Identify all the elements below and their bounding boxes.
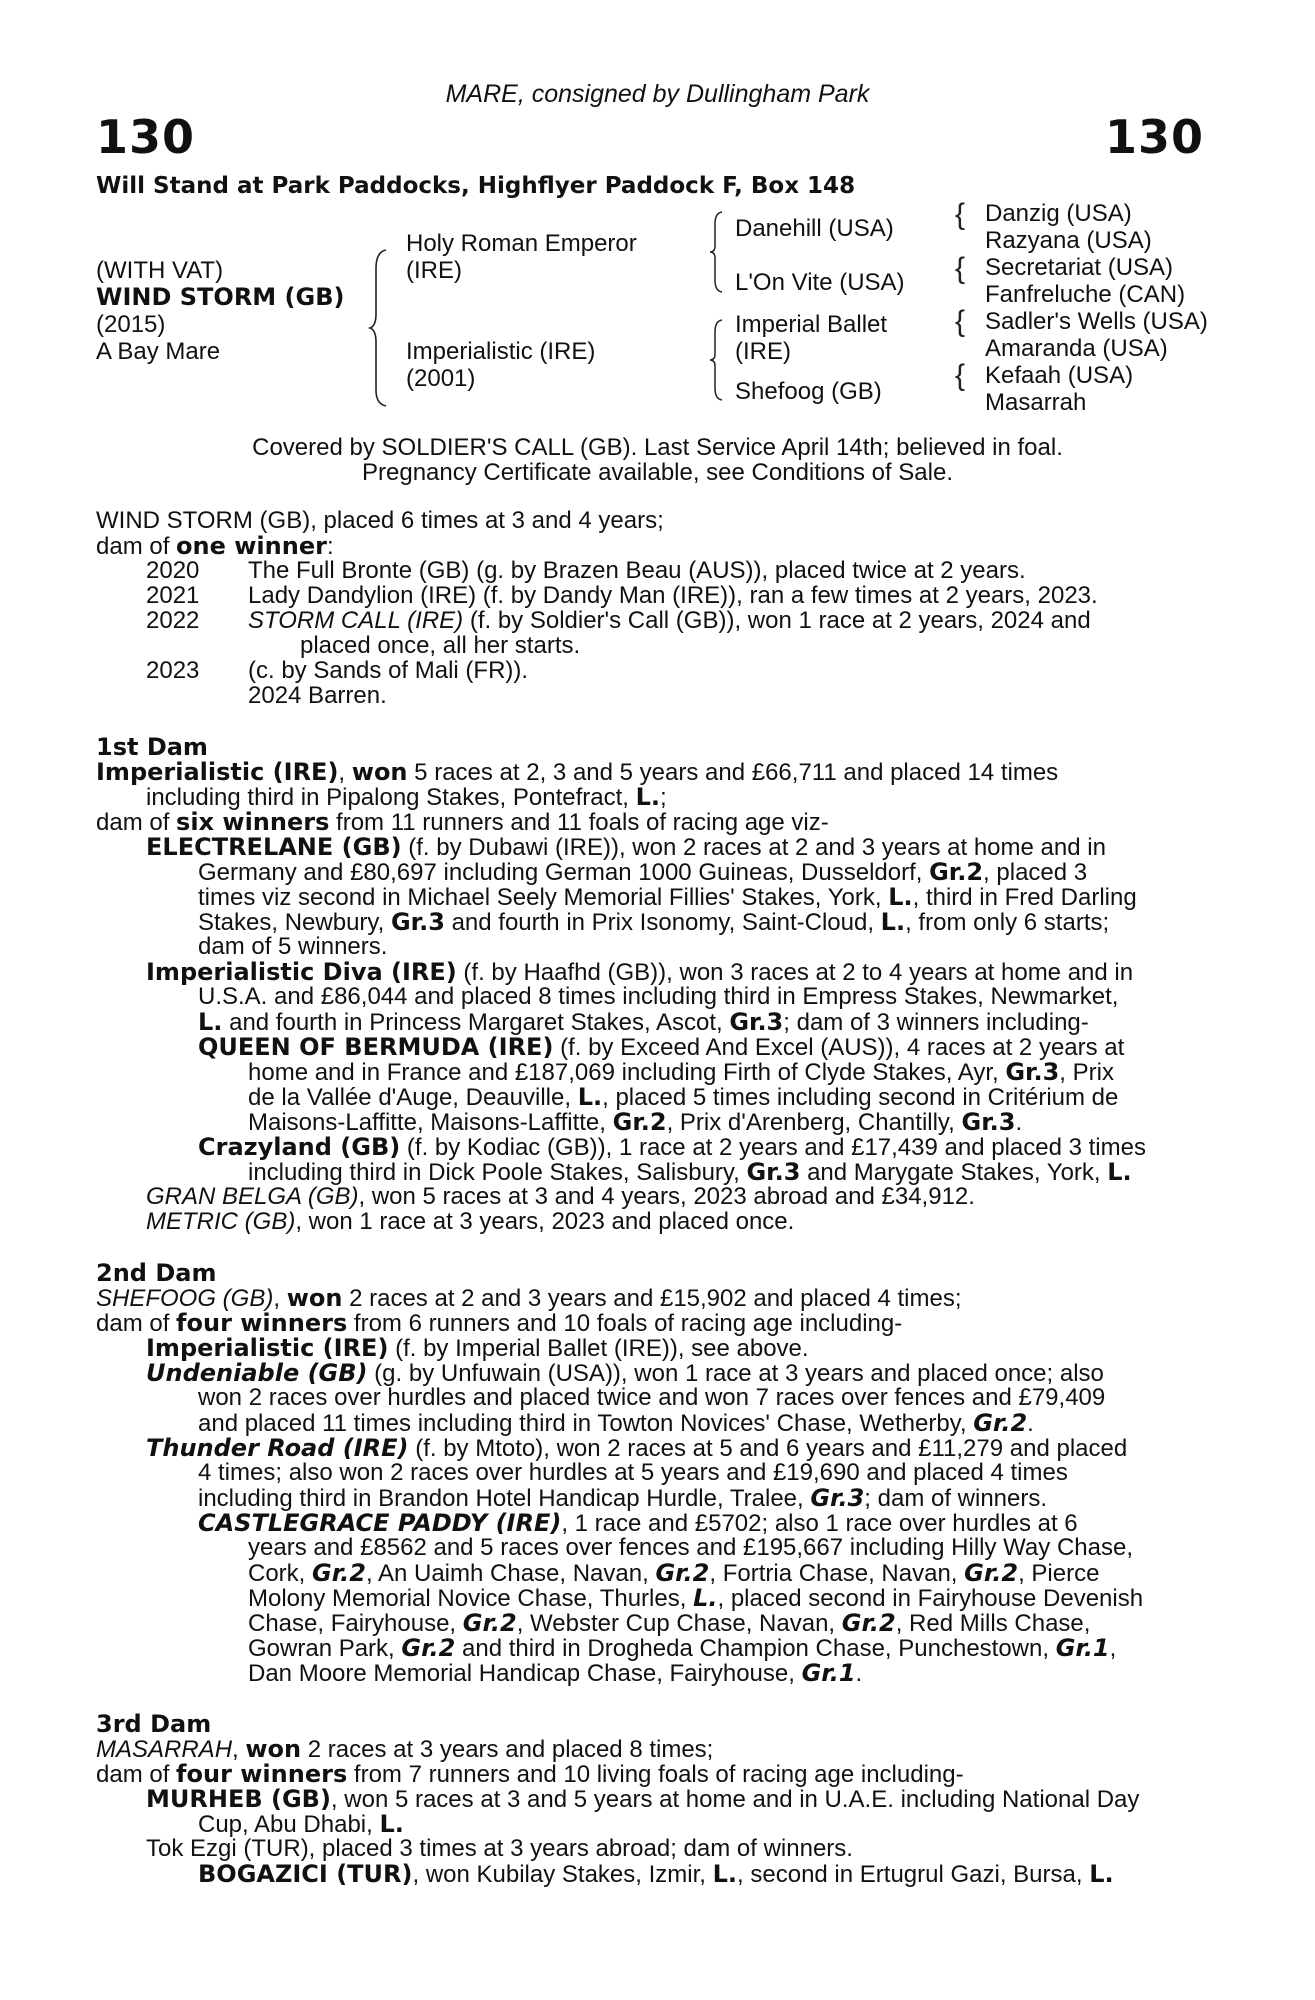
castlegrace-line-4: Molony Memorial Novice Chase, Thurles, L., placed second in Fairyhouse Devenish (248, 1584, 1144, 1612)
sire-name: Holy Roman Emperor (406, 230, 637, 257)
thunder-road-line-2: 4 times; also won 2 races over hurdles at 5 years and £19,690 and placed 4 times (198, 1459, 1068, 1486)
castlegrace-line-6: Gowran Park, Gr.2 and third in Drogheda Champion Chase, Punchestown, Gr.1, (248, 1634, 1117, 1662)
undeniable-line-1: Undeniable (GB) (g. by Unfuwain (USA)), won 1 race at 3 years and placed once; also (146, 1359, 1104, 1387)
grandsire-1: Danzig (USA) (985, 200, 1132, 227)
second-dam-heading: 2nd Dam (96, 1259, 217, 1287)
murheb-line-1: MURHEB (GB), won 5 races at 3 and 5 years at home and in U.A.E. including National Day (146, 1785, 1140, 1813)
castlegrace-line-5: Chase, Fairyhouse, Gr.2, Webster Cup Chase, Navan, Gr.2, Red Mills Chase, (248, 1609, 1091, 1637)
sire-sire: Danehill (USA) (735, 215, 894, 242)
dam-name: Imperialistic (IRE) (406, 338, 596, 365)
second-dam-summary: dam of four winners from 6 runners and 10 foals of racing age including- (96, 1309, 903, 1337)
castlegrace-line-2: years and £8562 and 5 races over fences and £195,667 including Hilly Way Chase, (248, 1534, 1133, 1561)
vat-label: (WITH VAT) (96, 257, 224, 284)
first-dam-line-1: Imperialistic (IRE), won 5 races at 2, 3 and 5 years and £66,711 and placed 14 times (96, 758, 1059, 786)
bogazici-line: BOGAZICI (TUR), won Kubilay Stakes, Izmir, L., second in Ertugrul Gazi, Bursa, L. (198, 1860, 1114, 1888)
electrelane-line-3: times viz second in Michael Seely Memorial Fillies' Stakes, York, L., third in Fred Darling (198, 883, 1137, 911)
produce-year-3: 2022 (146, 607, 200, 634)
horse-name: WIND STORM (GB) (96, 283, 345, 311)
granddam-3: Amaranda (USA) (985, 335, 1168, 362)
diva-line-3: L. and fourth in Princess Margaret Stakes, Ascot, Gr.3; dam of 3 winners including- (198, 1008, 1089, 1036)
third-dam-summary: dam of four winners from 7 runners and 10 living foals of racing age including- (96, 1760, 964, 1788)
third-dam-heading: 3rd Dam (96, 1710, 212, 1738)
crazyland-line-2: including third in Dick Poole Stakes, Salisbury, Gr.3 and Marygate Stakes, York, L. (248, 1158, 1132, 1186)
horse-description: A Bay Mare (96, 338, 221, 365)
produce-entry-3-cont: placed once, all her starts. (300, 632, 581, 659)
brace-g3-1: { (955, 198, 966, 231)
produce-entry-1: The Full Bronte (GB) (g. by Brazen Beau (AUS)), placed twice at 2 years. (248, 557, 1026, 584)
horse-year: (2015) (96, 311, 166, 338)
second-dam-line-1: SHEFOOG (GB), won 2 races at 2 and 3 years and £15,902 and placed 4 times; (96, 1284, 962, 1312)
metric-line: METRIC (GB), won 1 race at 3 years, 2023 and placed once. (146, 1208, 795, 1235)
undeniable-line-3: and placed 11 times including third in Towton Novices' Chase, Wetherby, Gr.2. (198, 1409, 1034, 1437)
pregnancy-line: Pregnancy Certificate available, see Conditions of Sale. (362, 459, 953, 486)
castlegrace-line-1: CASTLEGRACE PADDY (IRE), 1 race and £5702; also 1 race over hurdles at 6 (198, 1509, 1078, 1537)
produce-entry-4: (c. by Sands of Mali (FR)). (248, 657, 529, 684)
grandsire-2: Secretariat (USA) (985, 254, 1174, 281)
dam-dam: Shefoog (GB) (735, 378, 882, 405)
undeniable-line-2: won 2 races over hurdles and placed twice and won 7 races over fences and £79,409 (198, 1384, 1106, 1411)
produce-intro: WIND STORM (GB), placed 6 times at 3 and 4 years; (96, 507, 664, 534)
lot-number-left: 130 (96, 110, 196, 164)
produce-dam-of: dam of one winner: (96, 532, 334, 560)
third-dam-line-1: MASARRAH, won 2 races at 3 years and placed 8 times; (96, 1735, 714, 1763)
first-dam-line-2: including third in Pipalong Stakes, Pontefract, L.; (146, 783, 667, 811)
diva-line-1: Imperialistic Diva (IRE) (f. by Haafhd (GB)), won 3 races at 2 to 4 years at home and in (146, 958, 1134, 986)
dam-sire-country: (IRE) (735, 338, 791, 365)
first-dam-heading: 1st Dam (96, 733, 208, 761)
granddam-2: Fanfreluche (CAN) (985, 281, 1186, 308)
electrelane-line-5: dam of 5 winners. (198, 933, 388, 960)
sire-country: (IRE) (406, 257, 462, 284)
grandsire-3: Sadler's Wells (USA) (985, 308, 1208, 335)
brace-g3-4: { (955, 359, 966, 392)
sire-dam: L'On Vite (USA) (735, 269, 905, 296)
produce-year-1: 2020 (146, 557, 200, 584)
produce-year-2: 2021 (146, 582, 200, 609)
tok-ezgi-line: Tok Ezgi (TUR), placed 3 times at 3 years abroad; dam of winners. (146, 1835, 853, 1862)
brace-g3-2: { (955, 252, 966, 285)
produce-year-4: 2023 (146, 657, 200, 684)
pedigree-brace-main (368, 248, 390, 408)
produce-entry-3: STORM CALL (IRE) (f. by Soldier's Call (GB)), won 1 race at 2 years, 2024 and (248, 607, 1091, 634)
bermuda-line-4: Maisons-Laffitte, Maisons-Laffitte, Gr.2, Prix d'Arenberg, Chantilly, Gr.3. (248, 1108, 1023, 1136)
covered-line: Covered by SOLDIER'S CALL (GB). Last Service April 14th; believed in foal. (252, 434, 1063, 461)
produce-entry-2: Lady Dandylion (IRE) (f. by Dandy Man (IRE)), ran a few times at 2 years, 2023. (248, 582, 1098, 609)
electrelane-line-4: Stakes, Newbury, Gr.3 and fourth in Prix Isonomy, Saint-Cloud, L., from only 6 starts; (198, 908, 1110, 936)
pedigree-brace-dam (708, 318, 726, 402)
gran-belga-line: GRAN BELGA (GB), won 5 races at 3 and 4 years, 2023 abroad and £34,912. (146, 1183, 975, 1210)
electrelane-line-1: ELECTRELANE (GB) (f. by Dubawi (IRE)), won 2 races at 2 and 3 years at home and in (146, 833, 1106, 861)
consignment-line: MARE, consigned by Dullingham Park (445, 80, 870, 108)
granddam-4: Masarrah (985, 389, 1087, 416)
murheb-line-2: Cup, Abu Dhabi, L. (198, 1810, 404, 1838)
dam-sire-name: Imperial Ballet (735, 311, 888, 338)
dam-year: (2001) (406, 365, 476, 392)
imperialistic-ref-line: Imperialistic (IRE) (f. by Imperial Ballet (IRE)), see above. (146, 1334, 809, 1362)
pedigree-brace-sire (708, 210, 726, 294)
first-dam-summary: dam of six winners from 11 runners and 11 foals of racing age viz- (96, 808, 829, 836)
bermuda-line-1: QUEEN OF BERMUDA (IRE) (f. by Exceed And Excel (AUS)), 4 races at 2 years at (198, 1033, 1125, 1061)
diva-line-2: U.S.A. and £86,044 and placed 8 times including third in Empress Stakes, Newmarket, (198, 983, 1119, 1010)
lot-number-right: 130 (1104, 110, 1204, 164)
bermuda-line-2: home and in France and £187,069 including Firth of Clyde Stakes, Ayr, Gr.3, Prix (248, 1058, 1114, 1086)
castlegrace-line-7: Dan Moore Memorial Handicap Chase, Fairyhouse, Gr.1. (248, 1659, 863, 1687)
thunder-road-line-1: Thunder Road (IRE) (f. by Mtoto), won 2 races at 5 and 6 years and £11,279 and placed (146, 1434, 1128, 1462)
produce-entry-5: 2024 Barren. (248, 682, 387, 709)
granddam-1: Razyana (USA) (985, 227, 1152, 254)
castlegrace-line-3: Cork, Gr.2, An Uaimh Chase, Navan, Gr.2, Fortria Chase, Navan, Gr.2, Pierce (248, 1559, 1100, 1587)
grandsire-4: Kefaah (USA) (985, 362, 1134, 389)
bermuda-line-3: de la Vallée d'Auge, Deauville, L., placed 5 times including second in Critérium de (248, 1083, 1119, 1111)
stand-location: Will Stand at Park Paddocks, Highflyer Paddock F, Box 148 (96, 173, 856, 199)
crazyland-line-1: Crazyland (GB) (f. by Kodiac (GB)), 1 race at 2 years and £17,439 and placed 3 times (198, 1133, 1146, 1161)
brace-g3-3: { (955, 305, 966, 338)
electrelane-line-2: Germany and £80,697 including German 1000 Guineas, Dusseldorf, Gr.2, placed 3 (198, 858, 1088, 886)
thunder-road-line-3: including third in Brandon Hotel Handicap Hurdle, Tralee, Gr.3; dam of winners. (198, 1484, 1048, 1512)
